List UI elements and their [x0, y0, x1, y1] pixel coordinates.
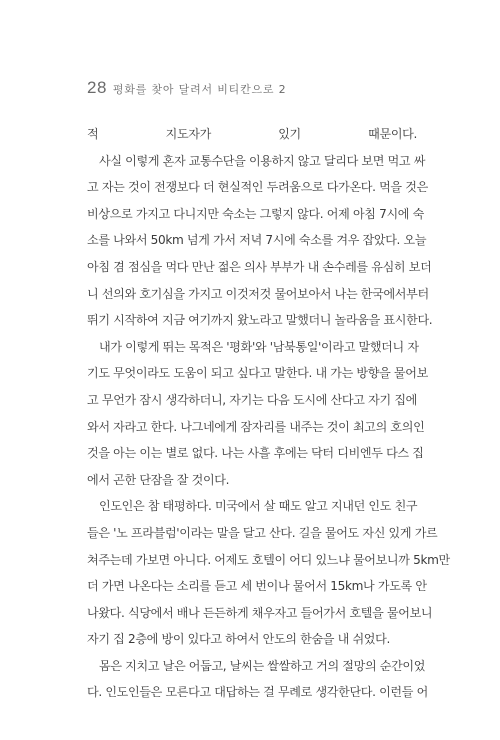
text-line: 비상으로 가지고 다니지만 숙소는 그렇지 않다. 어제 아침 7시에 숙	[87, 206, 424, 221]
text-line: 고 자는 것이 전쟁보다 더 현실적인 두려움으로 다가온다. 먹을 것은	[87, 180, 428, 195]
text-line: 소를 나와서 50km 넘게 가서 저녁 7시에 숙소를 겨우 잡았다. 오늘	[87, 233, 427, 248]
text-line: 고 무언가 잠시 생각하더니, 자기는 다음 도시에 산다고 자기 집에	[87, 392, 417, 407]
text-line: 아침 겸 점심을 먹다 만난 젊은 의사 부부가 내 손수레를 유심히 보더	[87, 259, 432, 274]
text-line: 내가 이렇게 뛰는 목적은 '평화'와 '남북통일'이라고 말했더니 자	[99, 339, 419, 354]
text-line: 와서 자라고 한다. 나그네에게 잠자리를 내주는 것이 최고의 호의인	[87, 419, 425, 434]
text-line: 인도인은 참 태평하다. 미국에서 살 때도 알고 지내던 인도 친구	[99, 499, 418, 514]
text-line: 쳐주는데 가보면 아니다. 어제도 호텔이 어디 있느냐 물어보니까 5km만	[87, 552, 450, 567]
text-line: 기도 무엇이라도 도움이 되고 싶다고 말한다. 내 가는 방향을 물어보	[87, 366, 428, 381]
text-line: 니 선의와 호기심을 가지고 이것저것 물어보아서 나는 한국에서부터	[87, 286, 429, 301]
text-line: 나왔다. 식당에서 배나 든든하게 채우자고 들어가서 호텔을 물어보니	[87, 605, 433, 620]
text-line: 적 지도자가 있기 때문이다.	[87, 127, 417, 141]
running-header	[87, 78, 286, 98]
body-text	[87, 121, 450, 706]
text-line: 것을 아는 이는 별로 없다. 나는 사흘 후에는 닥터 디비엔두 다스 집	[87, 446, 424, 461]
text-line: 더 가면 나온다는 소리를 듣고 세 번이나 물어서 15km나 가도록 안	[87, 579, 427, 594]
page-number: 28	[87, 78, 107, 97]
text-line: 에서 곤한 단잠을 잘 것이다.	[87, 472, 230, 487]
text-line: 뛰기 시작하여 지금 여기까지 왔노라고 말했더니 놀라움을 표시한다.	[87, 313, 433, 328]
running-header-title: 평화를 찾아 달려서 비티칸으로 2	[112, 83, 287, 96]
text-line: 사실 이렇게 혼자 교통수단을 이용하지 않고 달리다 보면 먹고 싸	[99, 153, 426, 168]
text-line: 다. 인도인들은 모른다고 대답하는 걸 무례로 생각한단다. 이런들 어	[87, 685, 428, 700]
text-line: 들은 '노 프라블럼'이라는 말을 달고 산다. 길을 물어도 자신 있게 가르	[87, 525, 438, 540]
text-line: 자기 집 2층에 방이 있다고 하여서 안도의 한숨을 내 쉬었다.	[87, 632, 390, 647]
text-line: 몸은 지치고 날은 어둡고, 날씨는 쌀쌀하고 거의 절망의 순간이었	[99, 658, 426, 673]
